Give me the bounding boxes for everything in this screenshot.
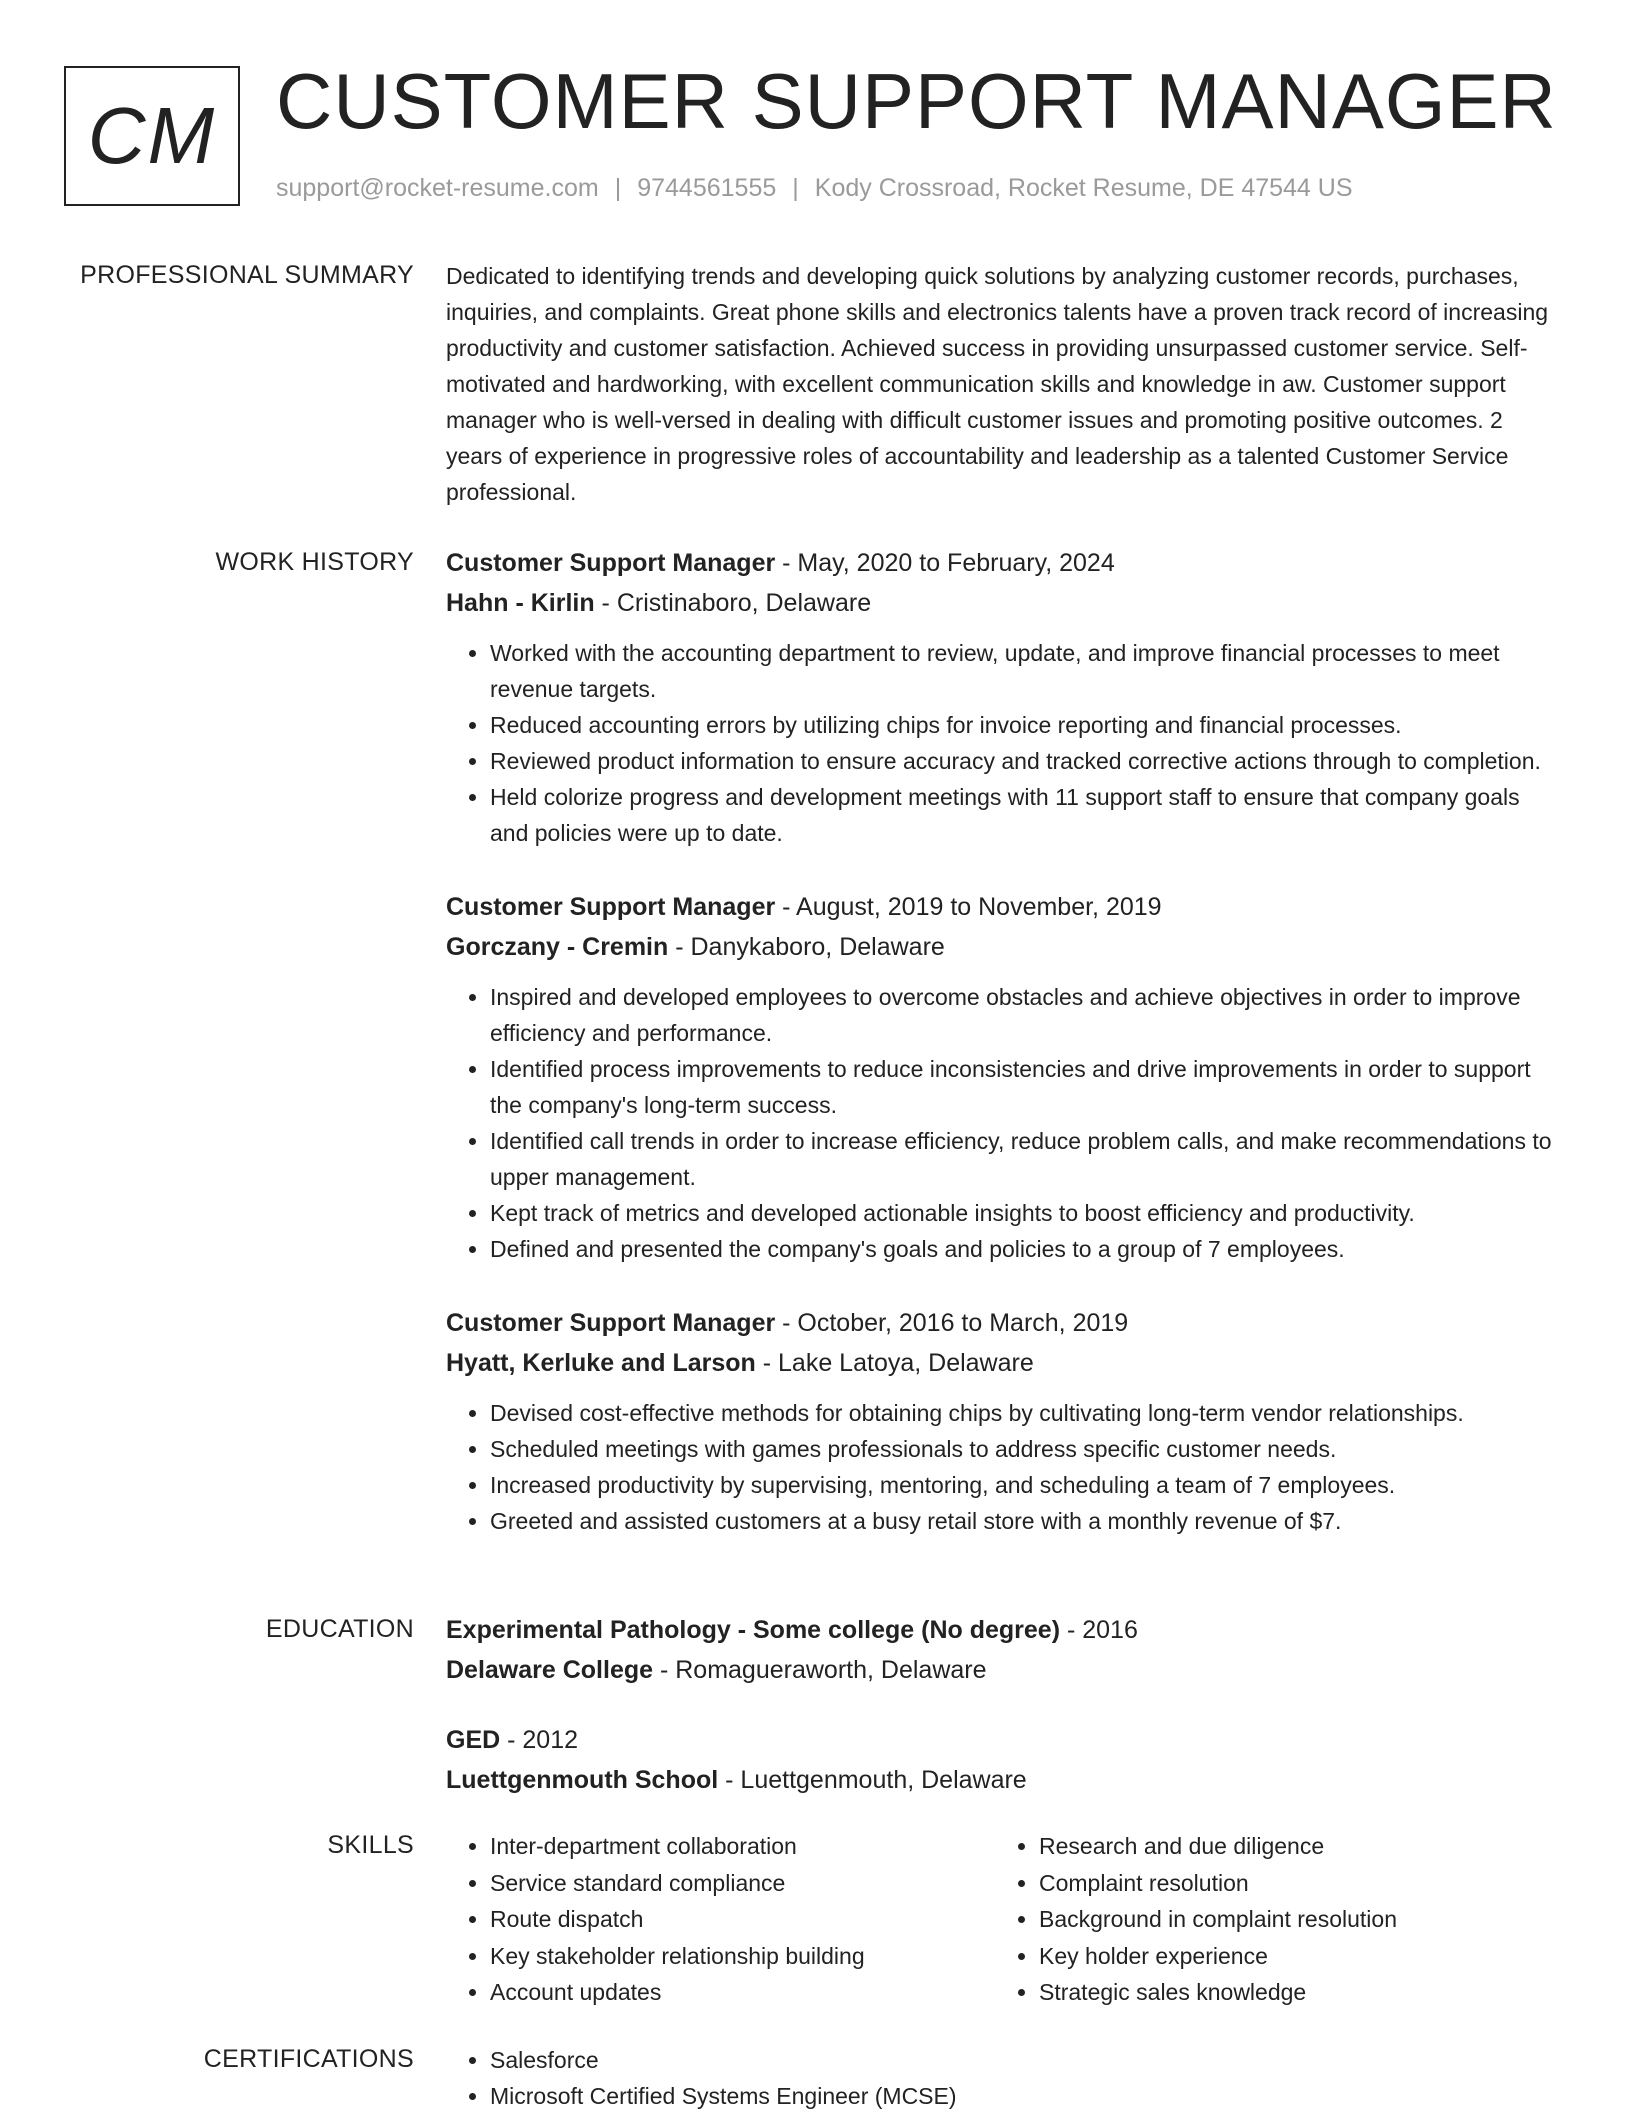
job-bullet: • Identified process improvements to reduce inconsistencies and drive improvements in order to support the company's long-term success.	[490, 1051, 1556, 1123]
contact-line	[276, 174, 1353, 203]
page-title: CUSTOMER SUPPORT MANAGER	[276, 57, 1557, 145]
skill-item: • Research and due diligence	[1039, 1828, 1544, 1865]
section-heading-summary: PROFESSIONAL SUMMARY	[80, 261, 414, 289]
job-bullet: • Greeted and assisted customers at a busy retail store with a monthly revenue of $7.	[490, 1503, 1556, 1539]
job-bullet: • Increased productivity by supervising, mentoring, and scheduling a team of 7 employees.	[490, 1467, 1556, 1503]
education-body	[446, 1610, 1556, 1830]
job-bullet: • Identified call trends in order to increase efficiency, reduce problem calls, and make recommendations to upper management.	[490, 1123, 1556, 1195]
job-title: Customer Support Manager	[446, 1309, 776, 1337]
education-year: - 2012	[500, 1726, 579, 1754]
job-entry	[446, 1303, 1556, 1539]
job-location: - Danykaboro, Delaware	[668, 933, 945, 961]
job-location: - Lake Latoya, Delaware	[755, 1349, 1034, 1377]
education-school: Delaware College	[446, 1656, 654, 1684]
job-company-line	[446, 1343, 1556, 1383]
skills-grid	[446, 1828, 1556, 2011]
section-heading-skills: SKILLS	[327, 1831, 414, 1859]
job-bullet: • Devised cost-effective methods for obtaining chips by cultivating long-term vendor relationships.	[490, 1395, 1556, 1431]
skill-item: • Background in complaint resolution	[1039, 1901, 1544, 1938]
monogram-initials: CM	[87, 91, 217, 180]
skill-item: • Route dispatch	[490, 1901, 995, 1938]
certifications-list	[446, 2042, 1556, 2114]
section-heading-certifications: CERTIFICATIONS	[203, 2045, 414, 2073]
education-degree: Experimental Pathology - Some college (No degree)	[446, 1616, 1061, 1644]
job-location: - Cristinaboro, Delaware	[594, 589, 872, 617]
contact-email[interactable]: support@rocket-resume.com	[276, 174, 599, 202]
education-degree: GED	[446, 1726, 501, 1754]
job-bullet: • Scheduled meetings with games professionals to address specific customer needs.	[490, 1431, 1556, 1467]
skills-body	[446, 1828, 1556, 2011]
monogram-box	[64, 66, 240, 206]
job-company-line	[446, 583, 1556, 623]
job-entry	[446, 543, 1556, 851]
skill-item: • Key holder experience	[1039, 1938, 1544, 1975]
job-bullet: • Reduced accounting errors by utilizing chips for invoice reporting and financial processes.	[490, 707, 1556, 743]
education-entry	[446, 1610, 1556, 1690]
job-dates: - August, 2019 to November, 2019	[775, 893, 1162, 921]
job-entry	[446, 887, 1556, 1267]
work-body	[446, 543, 1556, 1575]
job-bullet: • Inspired and developed employees to overcome obstacles and achieve objectives in order to improve efficiency and performance.	[490, 979, 1556, 1051]
education-degree-line	[446, 1720, 1556, 1760]
education-entry	[446, 1720, 1556, 1800]
job-company: Hyatt, Kerluke and Larson	[446, 1349, 756, 1377]
contact-separator: |	[614, 174, 622, 202]
job-bullets	[446, 979, 1556, 1267]
section-heading-work: WORK HISTORY	[215, 548, 414, 576]
contact-phone[interactable]: 9744561555	[637, 174, 777, 202]
certifications-body	[446, 2042, 1556, 2114]
job-bullets	[446, 635, 1556, 851]
job-title-line	[446, 1303, 1556, 1343]
job-company: Hahn - Kirlin	[446, 589, 595, 617]
education-school: Luettgenmouth School	[446, 1766, 719, 1794]
skill-item: • Complaint resolution	[1039, 1865, 1544, 1902]
job-bullet: • Held colorize progress and development meetings with 11 support staff to ensure that company goals and policies were up to date.	[490, 779, 1556, 851]
job-company: Gorczany - Cremin	[446, 933, 669, 961]
education-location: - Luettgenmouth, Delaware	[718, 1766, 1027, 1794]
skill-item: • Inter-department collaboration	[490, 1828, 995, 1865]
certification-item: • Salesforce	[490, 2042, 1556, 2078]
skill-item: • Account updates	[490, 1974, 995, 2011]
contact-address: Kody Crossroad, Rocket Resume, DE 47544 US	[814, 174, 1353, 202]
skills-column-right	[995, 1828, 1544, 2011]
job-bullet: • Defined and presented the company's goals and policies to a group of 7 employees.	[490, 1231, 1556, 1267]
job-title-line	[446, 543, 1556, 583]
job-title: Customer Support Manager	[446, 893, 776, 921]
summary-body	[446, 258, 1556, 510]
skill-item: • Strategic sales knowledge	[1039, 1974, 1544, 2011]
contact-separator: |	[792, 174, 799, 202]
skills-column-left	[446, 1828, 995, 2011]
education-school-line	[446, 1760, 1556, 1800]
job-dates: - October, 2016 to March, 2019	[775, 1309, 1129, 1337]
job-bullet: • Worked with the accounting department to review, update, and improve financial processes to meet revenue targets.	[490, 635, 1556, 707]
education-school-line	[446, 1650, 1556, 1690]
job-bullet: • Reviewed product information to ensure accuracy and tracked corrective actions through to completion.	[490, 743, 1556, 779]
education-year: - 2016	[1060, 1616, 1138, 1644]
skill-item: • Service standard compliance	[490, 1865, 995, 1902]
section-heading-education: EDUCATION	[265, 1615, 414, 1643]
skill-item: • Key stakeholder relationship building	[490, 1938, 995, 1975]
summary-text: Dedicated to identifying trends and developing quick solutions by analyzing customer records, purchases, inquiries, and complaints. Great phone skills and electronics talents have a proven track record of increasing productivity and customer satisfaction. Achieved success in providing unsurpassed customer service. Self-motivated and hardworking, with excellent communication skills and knowledge in aw. Customer support manager who is well-versed in dealing with difficult customer issues and promoting positive outcomes. 2 years of experience in progressive roles of accountability and leadership as a talented Customer Service professional.	[446, 263, 1549, 505]
job-bullets	[446, 1395, 1556, 1539]
job-title-line	[446, 887, 1556, 927]
certification-item: • Microsoft Certified Systems Engineer (MCSE)	[490, 2078, 1556, 2114]
job-dates: - May, 2020 to February, 2024	[775, 549, 1115, 577]
education-degree-line	[446, 1610, 1556, 1650]
job-company-line	[446, 927, 1556, 967]
education-location: - Romagueraworth, Delaware	[653, 1656, 987, 1684]
job-title: Customer Support Manager	[446, 549, 776, 577]
job-bullet: • Kept track of metrics and developed actionable insights to boost efficiency and productivity.	[490, 1195, 1556, 1231]
